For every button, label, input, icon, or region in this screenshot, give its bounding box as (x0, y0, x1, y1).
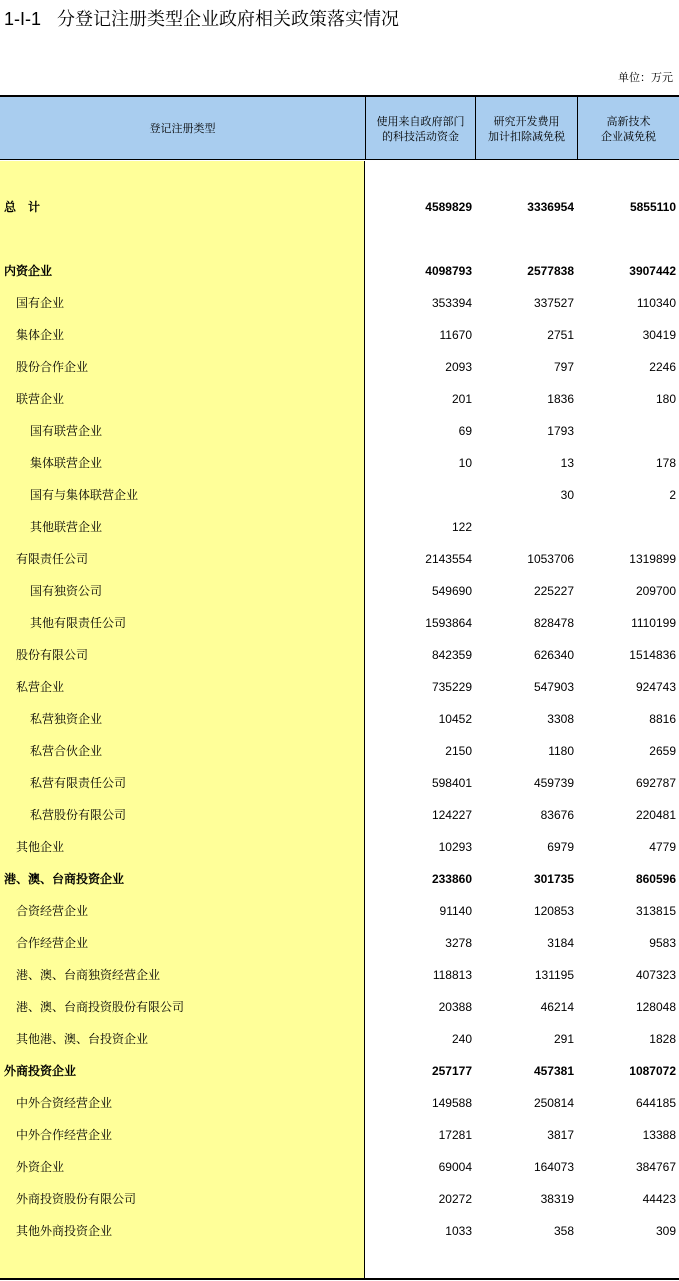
table-row (0, 767, 679, 799)
value-gov-funds: 11670 (439, 328, 472, 342)
value-gov-funds: 2143554 (425, 552, 472, 566)
value-gov-funds: 2093 (445, 360, 472, 374)
table-row (0, 863, 679, 895)
value-gov-funds: 149588 (431, 1096, 472, 1110)
header-rd-deduction: 研究开发费用 加计扣除减免税 (475, 97, 577, 160)
value-gov-funds: 118813 (432, 968, 472, 982)
value-rd-deduction: 3817 (547, 1128, 574, 1142)
value-rd-deduction: 1180 (548, 744, 574, 758)
value-rd-deduction: 1836 (547, 392, 574, 406)
value-rd-deduction: 358 (553, 1224, 574, 1238)
unit-label: 单位：万元 (618, 71, 673, 84)
value-rd-deduction: 30 (560, 488, 574, 502)
header-category: 登记注册类型 (149, 122, 216, 135)
table-bottom-rule (0, 1278, 679, 1280)
value-hitech-exemption: 220481 (635, 808, 676, 822)
row-label: 股份有限公司 (16, 648, 89, 662)
value-rd-deduction: 131195 (534, 968, 574, 982)
row-label: 集体企业 (16, 328, 65, 342)
row-label: 国有企业 (16, 296, 65, 310)
value-rd-deduction: 459739 (533, 776, 574, 790)
table-row (0, 927, 679, 959)
value-gov-funds: 233860 (431, 872, 472, 886)
value-hitech-exemption: 2659 (649, 744, 676, 758)
value-hitech-exemption: 313815 (635, 904, 676, 918)
value-rd-deduction: 626340 (533, 648, 574, 662)
value-hitech-exemption: 407323 (635, 968, 676, 982)
value-gov-funds: 4098793 (425, 264, 472, 278)
value-gov-funds: 549690 (431, 584, 472, 598)
table-row (0, 639, 679, 671)
value-rd-deduction: 3336954 (527, 200, 574, 214)
row-label: 外商投资股份有限公司 (16, 1192, 137, 1206)
value-gov-funds: 3278 (445, 936, 472, 950)
value-gov-funds: 4589829 (425, 200, 472, 214)
row-label: 其他有限责任公司 (30, 616, 127, 630)
table-row (0, 1119, 679, 1151)
table-row (0, 415, 679, 447)
row-label: 港、澳、台商投资企业 (4, 872, 125, 886)
value-hitech-exemption: 30419 (642, 328, 676, 342)
row-label: 国有与集体联营企业 (30, 488, 139, 502)
value-rd-deduction: 547903 (533, 680, 574, 694)
value-hitech-exemption: 4779 (649, 840, 676, 854)
row-label: 外资企业 (16, 1160, 65, 1174)
value-rd-deduction: 2751 (547, 328, 574, 342)
row-label: 私营有限责任公司 (30, 776, 127, 790)
value-gov-funds: 240 (451, 1032, 472, 1046)
table-row (0, 1087, 679, 1119)
value-rd-deduction: 13 (560, 456, 574, 470)
value-hitech-exemption: 384767 (635, 1160, 676, 1174)
value-rd-deduction: 164073 (533, 1160, 574, 1174)
value-hitech-exemption: 1514836 (629, 648, 676, 662)
row-label: 集体联营企业 (30, 456, 103, 470)
row-label: 其他外商投资企业 (16, 1224, 113, 1238)
value-rd-deduction: 120853 (533, 904, 574, 918)
row-label: 港、澳、台商独资经营企业 (16, 968, 161, 982)
value-gov-funds: 10 (458, 456, 472, 470)
value-hitech-exemption: 178 (655, 456, 676, 470)
value-gov-funds: 2150 (445, 744, 472, 758)
row-label: 中外合资经营企业 (16, 1096, 113, 1110)
row-label: 港、澳、台商投资股份有限公司 (16, 1000, 185, 1014)
value-hitech-exemption: 692787 (635, 776, 676, 790)
table-row (0, 607, 679, 639)
value-rd-deduction: 3308 (547, 712, 574, 726)
table-row (0, 671, 679, 703)
header-hitech-exemption: 高新技术 企业减免税 (577, 97, 679, 160)
value-hitech-exemption: 309 (655, 1224, 676, 1238)
table-header (0, 97, 679, 160)
row-label: 合资经营企业 (16, 904, 89, 918)
row-label: 外商投资企业 (4, 1064, 77, 1078)
table-row (0, 1215, 679, 1247)
value-rd-deduction: 2577838 (527, 264, 574, 278)
value-gov-funds: 353394 (431, 296, 472, 310)
value-gov-funds: 598401 (431, 776, 472, 790)
value-hitech-exemption: 3907442 (629, 264, 676, 278)
value-gov-funds: 69 (458, 424, 472, 438)
data-table (0, 95, 679, 1280)
value-gov-funds: 1593864 (425, 616, 472, 630)
value-hitech-exemption: 2246 (649, 360, 676, 374)
table-row (0, 1055, 679, 1087)
table-row (0, 895, 679, 927)
value-rd-deduction: 46214 (540, 1000, 574, 1014)
value-gov-funds: 10452 (438, 712, 472, 726)
value-hitech-exemption: 128048 (635, 1000, 676, 1014)
table-row (0, 255, 679, 287)
value-hitech-exemption: 1319899 (629, 552, 676, 566)
value-hitech-exemption: 924743 (635, 680, 676, 694)
row-label: 总 计 (4, 200, 41, 214)
row-label: 合作经营企业 (16, 936, 89, 950)
row-label: 私营企业 (16, 680, 65, 694)
table-row (0, 959, 679, 991)
table-row (0, 351, 679, 383)
value-gov-funds: 17281 (438, 1128, 472, 1142)
value-hitech-exemption: 9583 (649, 936, 676, 950)
value-gov-funds: 124227 (431, 808, 472, 822)
row-label: 私营合伙企业 (30, 744, 103, 758)
table-row (0, 287, 679, 319)
table-row (0, 799, 679, 831)
table-row (0, 1151, 679, 1183)
page-title (4, 6, 399, 32)
row-label: 其他港、澳、台投资企业 (16, 1032, 149, 1046)
value-hitech-exemption: 1110199 (631, 616, 676, 630)
value-rd-deduction: 337527 (533, 296, 574, 310)
value-rd-deduction: 6979 (547, 840, 574, 854)
row-label: 国有独资公司 (30, 584, 103, 598)
value-gov-funds: 91140 (439, 904, 472, 918)
value-hitech-exemption: 644185 (635, 1096, 676, 1110)
value-hitech-exemption: 2 (669, 488, 676, 502)
table-row (0, 479, 679, 511)
table-row (0, 831, 679, 863)
value-hitech-exemption: 860596 (635, 872, 676, 886)
value-rd-deduction: 828478 (533, 616, 574, 630)
table-row (0, 383, 679, 415)
row-label: 联营企业 (16, 392, 65, 406)
value-gov-funds: 20272 (438, 1192, 472, 1206)
row-label: 国有联营企业 (30, 424, 103, 438)
value-hitech-exemption: 180 (655, 392, 676, 406)
value-rd-deduction: 38319 (540, 1192, 574, 1206)
value-gov-funds: 257177 (431, 1064, 472, 1078)
value-gov-funds: 201 (451, 392, 472, 406)
table-row (0, 543, 679, 575)
row-label: 有限责任公司 (16, 552, 89, 566)
value-rd-deduction: 1053706 (527, 552, 574, 566)
value-rd-deduction: 83676 (540, 808, 574, 822)
header-gov-funds: 使用来自政府部门 的科技活动资金 (365, 97, 475, 160)
row-label: 私营独资企业 (30, 712, 103, 726)
row-label: 其他联营企业 (30, 520, 103, 534)
value-gov-funds: 122 (451, 520, 472, 534)
value-rd-deduction: 291 (553, 1032, 574, 1046)
row-label: 内资企业 (4, 264, 53, 278)
value-gov-funds: 1033 (445, 1224, 472, 1238)
value-hitech-exemption: 44423 (642, 1192, 676, 1206)
value-rd-deduction: 797 (553, 360, 574, 374)
value-hitech-exemption: 1087072 (629, 1064, 676, 1078)
table-title-text: 分登记注册类型企业政府相关政策落实情况 (57, 9, 400, 30)
table-row (0, 319, 679, 351)
value-gov-funds: 69004 (438, 1160, 472, 1174)
value-rd-deduction: 457381 (533, 1064, 574, 1078)
value-gov-funds: 10293 (438, 840, 472, 854)
value-hitech-exemption: 209700 (635, 584, 676, 598)
row-label: 中外合作经营企业 (16, 1128, 113, 1142)
table-row (0, 991, 679, 1023)
value-rd-deduction: 3184 (547, 936, 574, 950)
value-hitech-exemption: 13388 (642, 1128, 676, 1142)
value-rd-deduction: 250814 (533, 1096, 574, 1110)
table-row (0, 447, 679, 479)
value-hitech-exemption: 5855110 (629, 200, 676, 214)
value-gov-funds: 20388 (438, 1000, 472, 1014)
value-hitech-exemption: 1828 (649, 1032, 676, 1046)
table-row (0, 575, 679, 607)
table-row (0, 1023, 679, 1055)
value-gov-funds: 842359 (431, 648, 472, 662)
value-hitech-exemption: 110340 (636, 296, 676, 310)
value-gov-funds: 735229 (431, 680, 472, 694)
row-label: 股份合作企业 (16, 360, 89, 374)
row-label: 其他企业 (16, 840, 65, 854)
table-row (0, 703, 679, 735)
table-number: 1-I-1 (4, 9, 42, 29)
table-row (0, 511, 679, 543)
table-row (0, 191, 679, 223)
value-rd-deduction: 225227 (533, 584, 574, 598)
value-rd-deduction: 1793 (547, 424, 574, 438)
table-row (0, 1183, 679, 1215)
value-rd-deduction: 301735 (533, 872, 574, 886)
table-body (0, 161, 679, 1278)
row-label: 私营股份有限公司 (30, 808, 127, 822)
table-row (0, 735, 679, 767)
value-hitech-exemption: 8816 (649, 712, 676, 726)
